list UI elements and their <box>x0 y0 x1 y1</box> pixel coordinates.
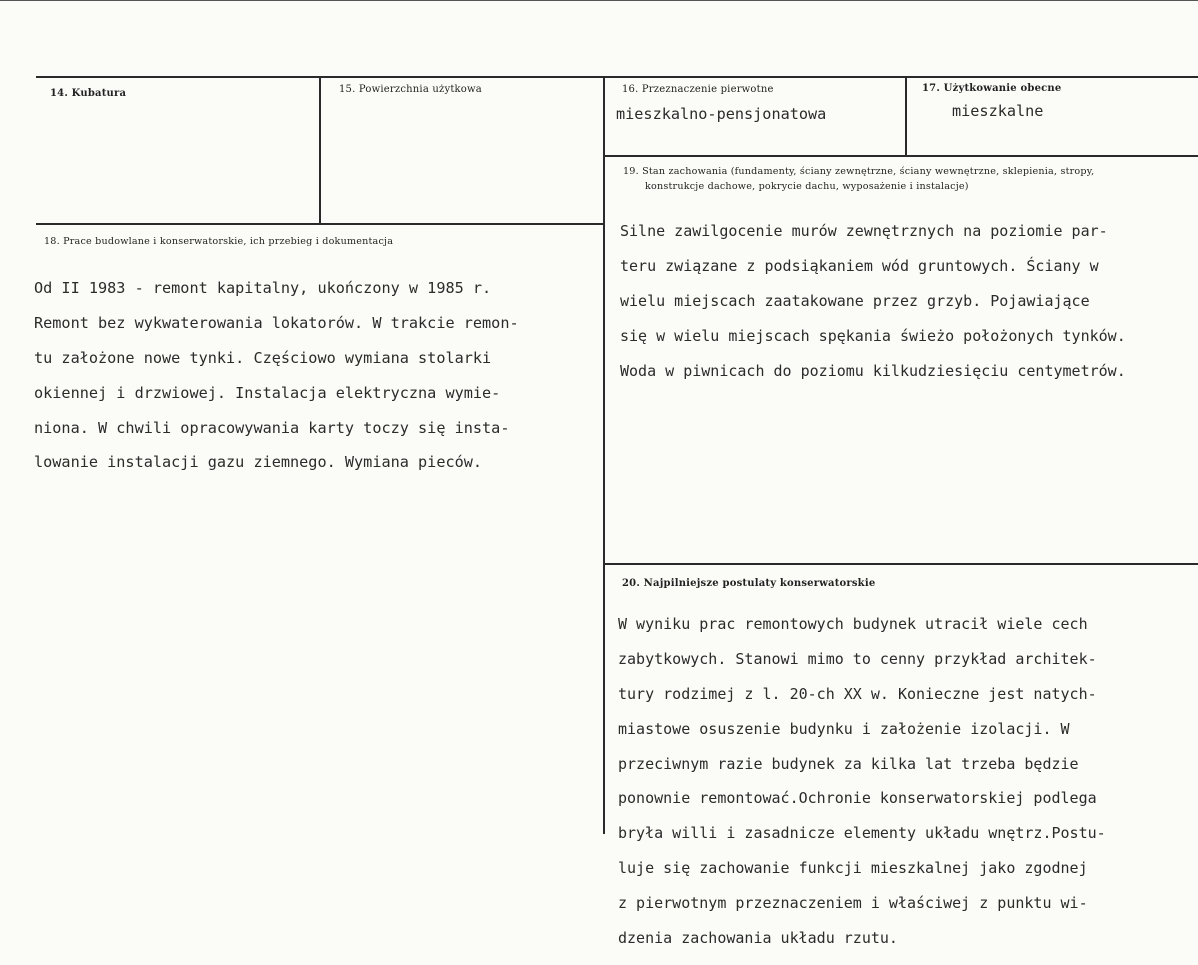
field-20-text <box>618 599 1106 965</box>
rule-14-15 <box>319 76 321 224</box>
text-line: luje się zachowanie funkcji mieszkalnej jako zgodnej <box>618 859 1088 878</box>
field-18-label: 18. Prace budowlane i konserwatorskie, ich przebieg i dokumentacja <box>44 236 394 247</box>
field-16-label: 16. Przeznaczenie pierwotne <box>622 84 774 95</box>
text-line: niona. W chwili opracowywania karty toczy się insta- <box>34 418 510 437</box>
text-line: zabytkowych. Stanowi mimo to cenny przykład architek- <box>618 650 1097 669</box>
field-20-label: 20. Najpilniejsze postulaty konserwatorskie <box>622 578 876 589</box>
text-line: z pierwotnym przeznaczeniem i właściwej z punktu wi- <box>618 893 1088 912</box>
field-14-label: 14. Kubatura <box>50 88 127 99</box>
field-17-value: mieszkalne <box>952 102 1044 120</box>
text-line: teru związane z podsiąkaniem wód gruntowych. Ściany w <box>620 257 1099 276</box>
rule-16-17 <box>905 76 907 156</box>
text-line: przeciwnym razie budynek za kilka lat trzeba będzie <box>618 754 1079 773</box>
text-line: bryła willi i zasadnicze elementy układu wnętrz.Postu- <box>618 824 1106 843</box>
field-17-label: 17. Użytkowanie obecne <box>922 83 1062 94</box>
text-line: Woda w piwnicach do poziomu kilkudziesięciu centymetrów. <box>620 361 1126 380</box>
text-line: Od II 1983 - remont kapitalny, ukończony w 1985 r. <box>34 279 492 298</box>
field-18-text <box>34 263 519 489</box>
top-edge <box>0 0 1198 1</box>
rule-main-vertical <box>603 76 605 834</box>
rule-top <box>36 76 1198 78</box>
text-line: tury rodzimej z l. 20-ch XX w. Konieczne jest natych- <box>618 685 1097 704</box>
text-line: okiennej i drzwiowej. Instalacja elektryczna wymie- <box>34 383 501 402</box>
text-line: Silne zawilgocenie murów zewnętrznych na poziomie par- <box>620 222 1108 241</box>
rule-above-20 <box>605 563 1198 565</box>
text-line: miastowe osuszenie budynku i założenie izolacji. W <box>618 719 1070 738</box>
field-19-text <box>620 206 1126 397</box>
text-line: tu założone nowe tynki. Częściowo wymiana stolarki <box>34 349 492 368</box>
field-19-label-line1: 19. Stan zachowania (fundamenty, ściany zewnętrzne, ściany wewnętrzne, sklepienia, stropy, <box>623 166 1095 177</box>
text-line: się w wielu miejscach spękania świeżo położonych tynków. <box>620 326 1126 345</box>
text-line: Remont bez wykwaterowania lokatorów. W trakcie remon- <box>34 314 519 333</box>
text-line: wielu miejscach zaatakowane przez grzyb. Pojawiające <box>620 292 1090 311</box>
field-16-value: mieszkalno-pensjonatowa <box>616 105 827 123</box>
field-15-label: 15. Powierzchnia użytkowa <box>339 84 482 95</box>
text-line: W wyniku prac remontowych budynek utracił wiele cech <box>618 615 1088 634</box>
text-line: lowanie instalacji gazu ziemnego. Wymiana pieców. <box>34 453 483 472</box>
field-19-label-line2: konstrukcje dachowe, pokrycie dachu, wyposażenie i instalacje) <box>645 181 969 192</box>
rule-under-14-15 <box>36 223 604 225</box>
text-line: ponownie remontować.Ochronie konserwatorskiej podlega <box>618 789 1097 808</box>
rule-under-16-17 <box>605 155 1198 157</box>
text-line: dzenia zachowania układu rzutu. <box>618 928 898 947</box>
